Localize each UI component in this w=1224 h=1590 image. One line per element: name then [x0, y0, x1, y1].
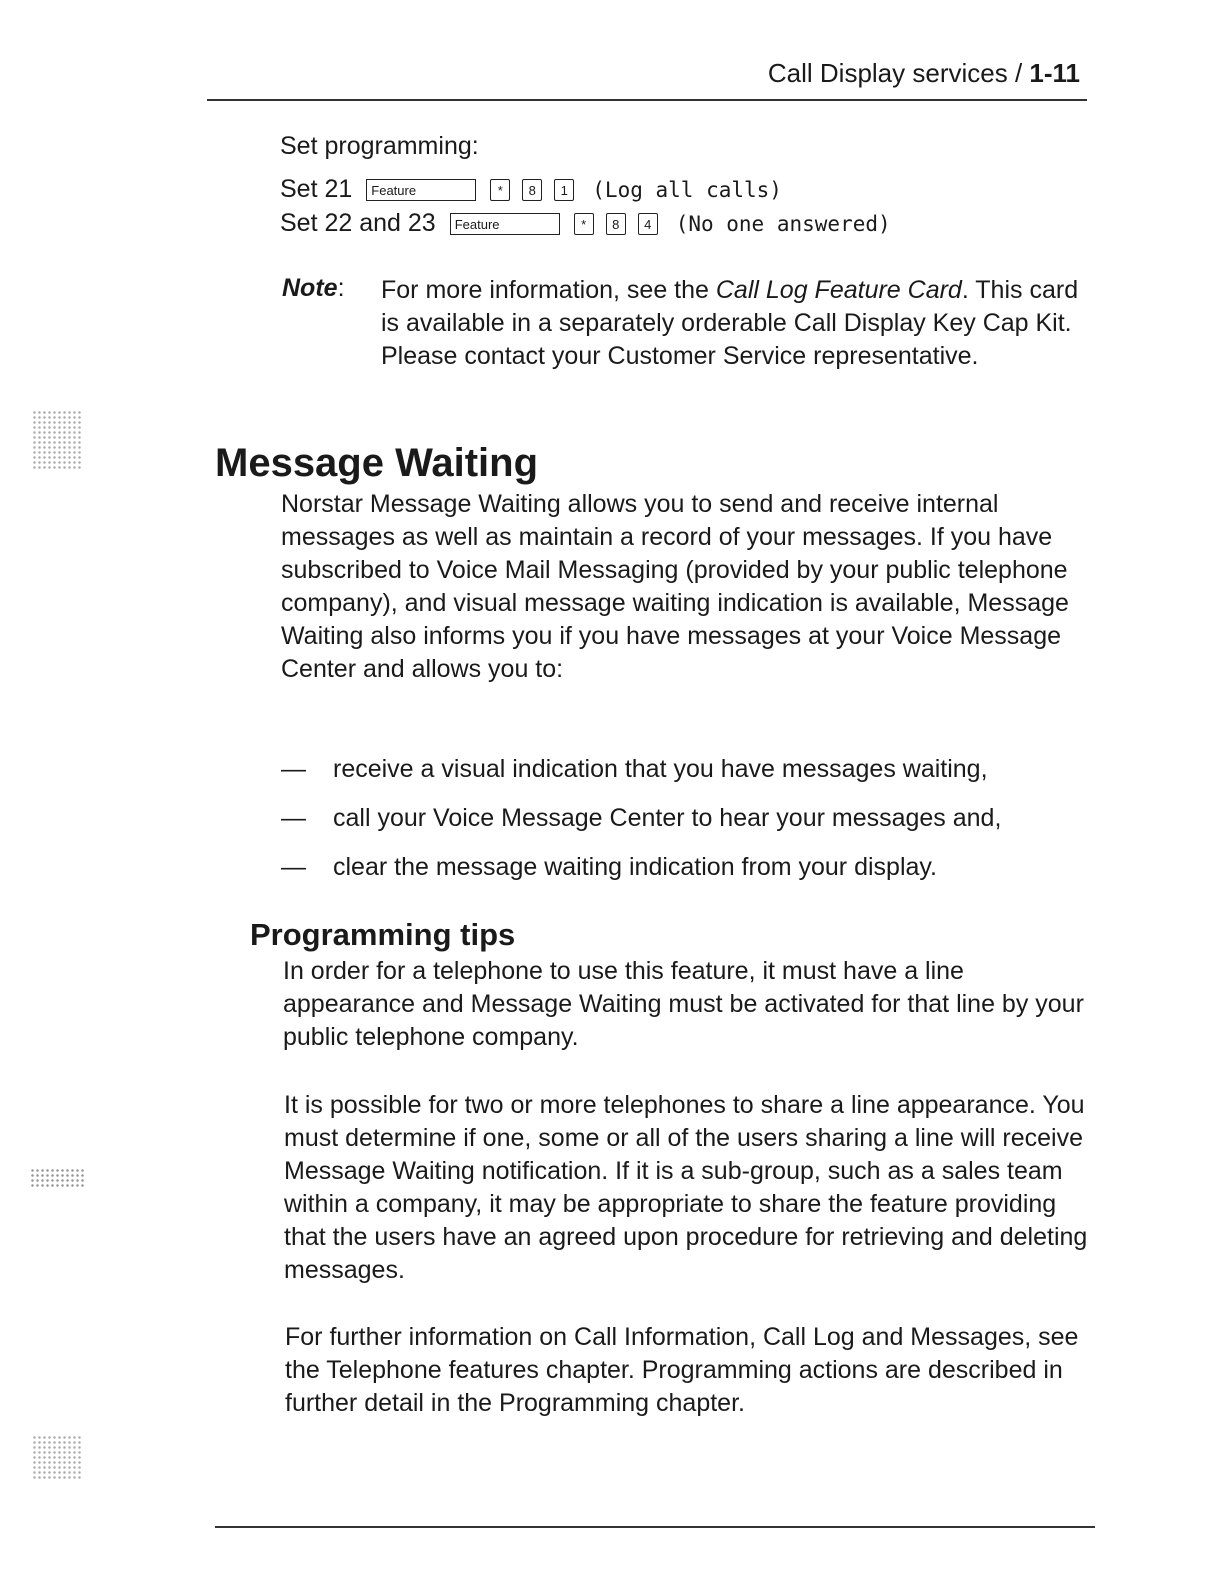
message-waiting-paragraph: Norstar Message Waiting allows you to send and receive internal messages as well as maintain a record of your messages. If you have subscribed to Voice Mail Messaging (provided by your public telephone company), and visual message waiting indication is available, Message Waiting also informs you if you have messages at your Voice Message Center and allows you to: [281, 490, 1069, 683]
set-programming-intro: Set programming: [280, 132, 479, 160]
note-card-name: Call Log Feature Card [715, 276, 962, 304]
set-programming-line [280, 175, 782, 204]
bullet-dash: — [281, 804, 306, 832]
key-cap: * [574, 213, 594, 235]
list-item [281, 851, 1091, 900]
subsection-heading: Programming tips [250, 917, 516, 952]
note-text [381, 274, 1081, 373]
feature-key: Feature [450, 213, 560, 235]
header-rule [207, 99, 1087, 101]
key-cap: 8 [522, 179, 542, 201]
bullet-dash: — [281, 853, 306, 881]
feature-key: Feature [366, 179, 476, 201]
note-label [282, 274, 345, 303]
tips-paragraph: For further information on Call Information, Call Log and Messages, see the Telephone features chapter. Programming actions are described in further detail in the Programming chapter. [285, 1323, 1079, 1417]
section-title: Call Display services / [767, 58, 1030, 88]
tips-paragraph: It is possible for two or more telephones to share a line appearance. You must determine if one, some or all of the users sharing a line will receive Message Waiting notification. If it is a sub-group, such as a sales team within a company, it may be appropriate to share the feature providing that the users have an agreed upon procedure for retrieving and deleting messages. [284, 1091, 1088, 1284]
list-item [281, 802, 1091, 851]
note-text-after: . This card is available in a separately orderable Call Display Key Cap Kit. Please contact your Customer Service representative. [381, 276, 1079, 370]
bullet-list [281, 753, 1091, 900]
tips-paragraph: In order for a telephone to use this feature, it must have a line appearance and Message Waiting must be activated for that line by your public telephone company. [283, 957, 1084, 1051]
page-number: 1-11 [1029, 58, 1080, 88]
bullet-dash: — [281, 755, 306, 783]
list-item-text: receive a visual indication that you have messages waiting, [333, 755, 988, 783]
key-cap: * [490, 179, 510, 201]
running-header [700, 58, 1080, 89]
display-text: (Log all calls) [592, 177, 782, 202]
list-item-text: call your Voice Message Center to hear your messages and, [333, 804, 1002, 832]
key-cap: 8 [606, 213, 626, 235]
scan-speck [32, 410, 82, 470]
set-label: Set 22 and 23 [280, 209, 436, 237]
scan-speck [30, 1168, 84, 1188]
set-label: Set 21 [280, 175, 353, 203]
note-colon: : [337, 274, 345, 302]
key-cap: 4 [638, 213, 658, 235]
section-heading: Message Waiting [215, 441, 539, 485]
footer-rule [215, 1526, 1095, 1528]
note-label-text: Note [282, 274, 338, 302]
key-cap: 1 [554, 179, 574, 201]
list-item [281, 753, 1091, 802]
display-text: (No one answered) [675, 211, 891, 236]
scan-speck [32, 1435, 82, 1480]
note-text-before: For more information, see the [381, 276, 716, 304]
list-item-text: clear the message waiting indication from your display. [333, 853, 937, 881]
set-programming-line [280, 209, 891, 238]
